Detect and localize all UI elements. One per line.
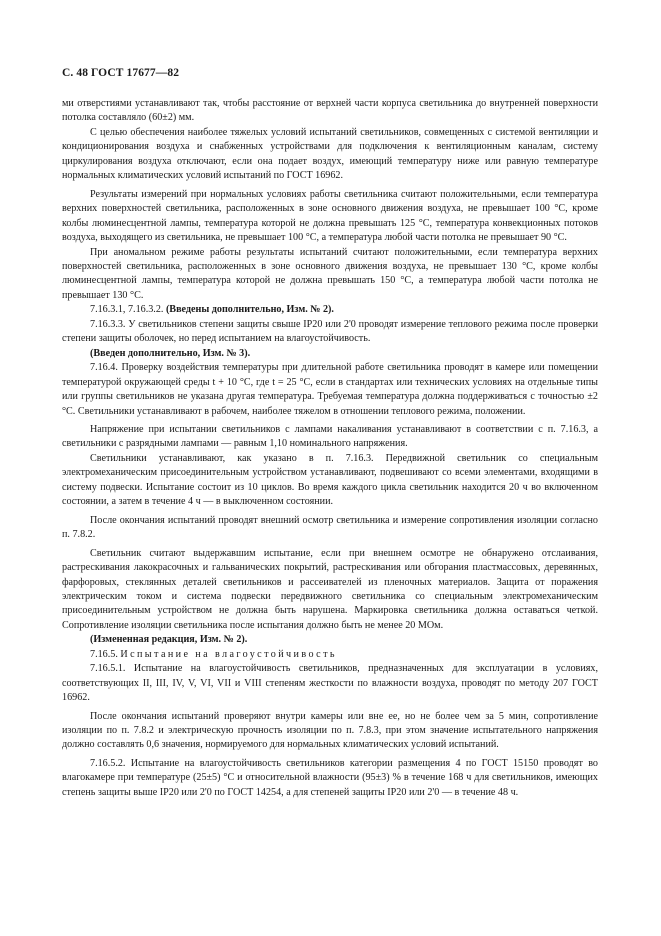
amendment-note: (Введен дополнительно, Изм. № 3). [90, 347, 251, 359]
paragraph: Результаты измерений при нормальных условиях работы светильника считают положительными, если температура верхних поверхностей светильника, расположенных в зоне основного движения воздуха, не превышает 100 °С, кроме колбы люминесцентной лампы, температура которой не должна превышать 125 °С, температура конвекционных потоков воздуха, выходящего из светильника, не превышает 100 °С, а температура любой части потолка не превышает 90 °С. [62, 188, 598, 244]
paragraph: 7.16.4. Проверку воздействия температуры при длительной работе светильника проводят в камере или помещении температурой окружающей среды t + 10 °С, где t = 25 °С, если в стандартах или технических условиях на отдельные типы или группы светильников не указана другая температура. Требуемая температура должна поддерживаться с точностью ±2 °С. Светильники устанавливают в рабочем, наиболее тяжелом в отношении теплового режима, положении. [62, 362, 598, 417]
paragraph: При аномальном режиме работы результаты испытаний считают положительными, если температура верхних поверхностей светильника, расположенных в зоне основного движения воздуха, не превышает 130 °С, кроме колбы люминесцентной лампы, температура которой не должна превышать 150 °С, а температура любой части потолка не превышает 130 °С. [62, 246, 598, 301]
section-number: 7.16.5. [90, 648, 118, 660]
paragraph: С целью обеспечения наиболее тяжелых условий испытаний светильников, совмещенных с системой вентиляции и кондиционирования воздуха и снабженных устройствами для подключения к вентиляционным каналам, систему циркулирования воздуха отключают, если она подает воздух, имеющий температуру ниже или равную температуре нормальных климатических условий испытаний по ГОСТ 16962. [62, 126, 598, 182]
paragraph: ми отверстиями устанавливают так, чтобы расстояние от верхней части корпуса светильника до внутренней поверхности потолка составляло (60±2) мм. [62, 98, 598, 124]
paragraph: 7.16.3.1, 7.16.3.2. (Введены дополнительно, Изм. № 2). [90, 304, 334, 316]
page-header: С. 48 ГОСТ 17677—82 [62, 67, 180, 79]
paragraph: Светильники устанавливают, как указано в п. 7.16.3. Передвижной светильник со специальным электромеханическим присоединительным устройством устанавливают, подвешивают со всеми элементами, входящими в систему подвески. Испытание состоит из 10 циклов. Во время каждого цикла светильник находится 20 ч во включенном состоянии, а затем в течение 4 ч — в выключенном состоянии. [62, 452, 598, 508]
document-body [62, 97, 598, 800]
section-heading [62, 648, 598, 662]
amendment-note: (Введены дополнительно, Изм. № 2). [165, 304, 334, 316]
paragraph: Светильник считают выдержавшим испытание, если при внешнем осмотре не обнаружено отслаивания, растрескивания лакокрасочных и гальванических покрытий, растрескивания или обгорания пластмассовых, деревянных, фарфоровых, стеклянных деталей светильников и рассеивателей из пленочных материалов. Защита от поражения электрическим током и система подвески передвижного светильника со специальным электромеханическим присоединительным устройством не должна быть нарушена. Маркировка светильника должна оставаться четкой. Сопротивление изоляции светильника после испытания должно быть не менее 20 МОм. [62, 547, 598, 631]
section-title: Испытание на влагоустойчивость [120, 648, 337, 660]
paragraph: 7.16.5.1. Испытание на влагоустойчивость светильников, предназначенных для эксплуатации в условиях, соответствующих II, III, IV, V, VI, VII и VIII степеням жесткости по влажности воздуха, проводят по методу 207 ГОСТ 16962. [62, 663, 598, 704]
paragraph: 7.16.3.3. У светильников степени защиты свыше IP20 или 2'0 проводят измерение теплового режима после проверки степени защиты оболочек, но перед испытанием на влагоустойчивость. [62, 318, 598, 345]
paragraph: После окончания испытаний проверяют внутри камеры или вне ее, но не более чем за 5 мин, сопротивление изоляции по п. 7.8.2 и электрическую прочность изоляции по п. 7.8.3, при этом значение испытательного напряжения должно составлять 0,6 значения, нормируемого для нормальных климатических условий испытаний. [62, 710, 598, 751]
paragraph: Напряжение при испытании светильников с лампами накаливания устанавливают в соответствии с п. 7.16.3, а светильники с разрядными лампами — равным 1,10 номинального напряжения. [62, 423, 598, 450]
amendment-note: (Измененная редакция, Изм. № 2). [90, 634, 248, 646]
paragraph: 7.16.5.2. Испытание на влагоустойчивость светильников категории размещения 4 по ГОСТ 15150 проводят во влагокамере при температуре (25±5) °С и относительной влажности (95±3) % в течение 168 ч для светильников, имеющих степень защиты выше IP20 или 2'0 по ГОСТ 14254, а для степеней защиты IP20 или 2'0 — в течение 48 ч. [62, 757, 598, 798]
paragraph: После окончания испытаний проводят внешний осмотр светильника и измерение сопротивления изоляции согласно п. 7.8.2. [62, 514, 598, 541]
